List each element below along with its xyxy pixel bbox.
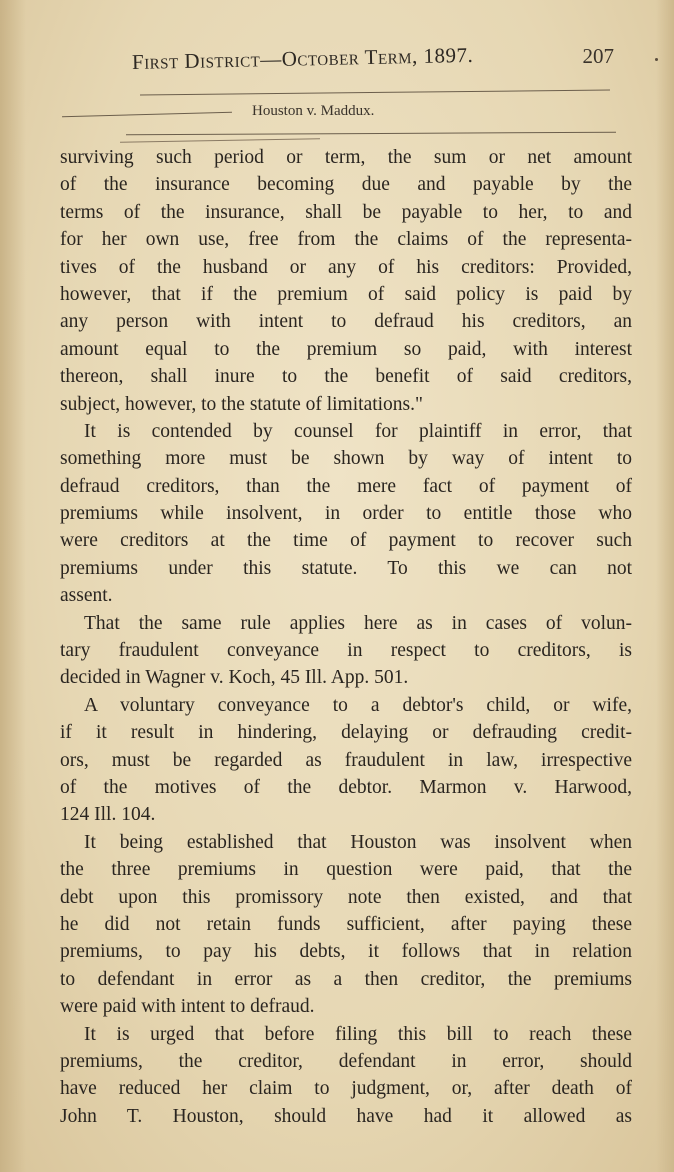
text-line: if it result in hindering, delaying or defrauding credit- xyxy=(60,722,632,744)
text-line: John T. Houston, should have had it allowed as xyxy=(60,1105,632,1127)
text-line: were creditors at the time of payment to recover such xyxy=(60,530,632,552)
text-line: were paid with intent to defraud. xyxy=(60,996,315,1018)
text-line: debt upon this promissory note then existed, and that xyxy=(60,886,632,908)
text-line: of the insurance becoming due and payable by the xyxy=(60,174,632,196)
text-line: tary fraudulent conveyance in respect to creditors, is xyxy=(60,640,632,662)
text-line: have reduced her claim to judgment, or, after death of xyxy=(60,1078,632,1100)
text-line: however, that if the premium of said policy is paid by xyxy=(60,283,632,305)
text-line: of the motives of the debtor. Marmon v. Harwood, xyxy=(60,776,632,798)
page-shadow-left xyxy=(0,0,26,1172)
text-line: premiums, the creditor, defendant in error, should xyxy=(60,1050,632,1072)
text-line: thereon, shall inure to the benefit of said creditors, xyxy=(60,366,632,388)
text-line: for her own use, free from the claims of the representa- xyxy=(60,229,632,251)
text-line: amount equal to the premium so paid, with interest xyxy=(60,338,632,360)
text-line: 124 Ill. 104. xyxy=(60,804,156,826)
running-head xyxy=(132,44,622,84)
text-line: something more must be shown by way of intent to xyxy=(60,448,632,470)
ink-speck xyxy=(655,58,658,61)
text-line: premiums under this statute. To this we can not xyxy=(60,557,632,579)
paragraph-start-line: It is contended by counsel for plaintiff in error, that xyxy=(84,420,632,442)
page-number: 207 xyxy=(582,44,614,68)
text-line: decided in Wagner v. Koch, 45 Ill. App. 501. xyxy=(60,667,409,689)
text-line: he did not retain funds sufficient, after paying these xyxy=(60,913,632,935)
text-line: premiums while insolvent, in order to entitle those who xyxy=(60,503,632,525)
text-line: terms of the insurance, shall be payable to her, to and xyxy=(60,201,632,223)
text-line: subject, however, to the statute of limitations." xyxy=(60,393,423,415)
text-line: to defendant in error as a then creditor, the premiums xyxy=(60,968,632,990)
text-line: assent. xyxy=(60,585,113,607)
text-line: ors, must be regarded as fraudulent in law, irrespective xyxy=(60,749,632,771)
body-top-rule-fragment xyxy=(120,138,320,142)
paragraph-start-line: It is urged that before filing this bill to reach these xyxy=(84,1023,632,1045)
case-rule-left xyxy=(62,112,232,117)
text-line: any person with intent to defraud his creditors, an xyxy=(60,311,632,333)
header-rule xyxy=(140,90,610,96)
text-line: the three premiums in question were paid, that the xyxy=(60,859,632,881)
running-title: First District—October Term, 1897. xyxy=(131,42,474,74)
text-line: tives of the husband or any of his creditors: Provided, xyxy=(60,256,632,278)
text-line: premiums, to pay his debts, it follows that in relation xyxy=(60,941,632,963)
text-line: surviving such period or term, the sum or net amount xyxy=(60,147,632,168)
body-text xyxy=(60,144,632,1130)
body-top-rule xyxy=(126,132,616,136)
case-title: Houston v. Maddux. xyxy=(252,103,375,119)
paragraph-start-line: A voluntary conveyance to a debtor's child, or wife, xyxy=(84,694,632,716)
paragraph-start-line: That the same rule applies here as in cases of volun- xyxy=(84,612,632,634)
paragraph-start-line: It being established that Houston was insolvent when xyxy=(84,831,632,853)
page-shadow-right xyxy=(656,0,674,1172)
text-line: defraud creditors, than the mere fact of payment of xyxy=(60,475,632,497)
